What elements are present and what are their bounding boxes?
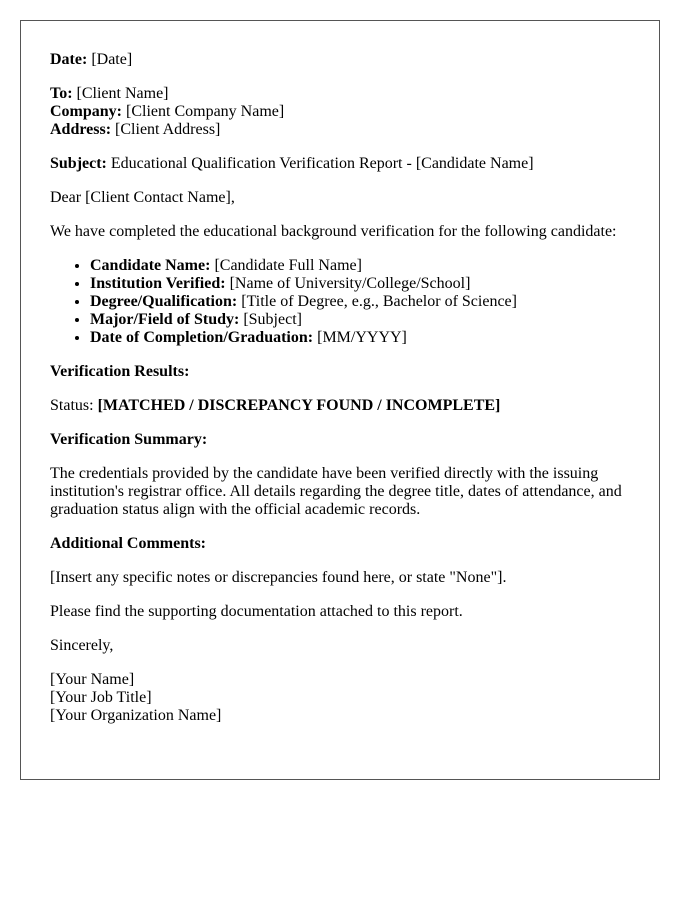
to-value: [Client Name] [72,85,169,102]
signature-title: [Your Job Title] [50,689,152,706]
comments-heading [50,535,640,553]
signature-block [50,671,640,725]
date-line [50,51,640,69]
attachment-note: Please find the supporting documentation attached to this report. [50,603,463,620]
list-item [90,257,640,275]
list-item [90,311,640,329]
closing: Sincerely, [50,637,114,654]
detail-label: Candidate Name: [90,257,211,274]
detail-value: [Title of Degree, e.g., Bachelor of Science] [237,293,517,310]
summary-text: The credentials provided by the candidate have been verified directly with the issuing institution's registrar office. All details regarding the degree title, dates of attendance, and graduation status align with the official academic records. [50,465,622,518]
detail-value: [Name of University/College/School] [225,275,471,292]
letter-page [20,20,660,780]
comments-text: [Insert any specific notes or discrepancies found here, or state "None"]. [50,569,507,586]
list-item [90,293,640,311]
date-block [50,51,640,69]
to-label: To: [50,85,73,102]
status-label: Status: [50,397,98,414]
subject-label: Subject: [50,155,107,172]
results-heading-text: Verification Results: [50,363,190,380]
subject-line [50,155,640,173]
detail-label: Major/Field of Study: [90,311,240,328]
company-line [50,103,640,121]
letter-content [50,51,640,725]
summary-heading [50,431,640,449]
address-line [50,121,640,139]
list-item [90,275,640,293]
detail-label: Institution Verified: [90,275,226,292]
detail-label: Degree/Qualification: [90,293,238,310]
signature-name: [Your Name] [50,671,135,688]
date-label: Date: [50,51,88,68]
comments-heading-text: Additional Comments: [50,535,207,552]
signature-org: [Your Organization Name] [50,707,222,724]
to-line [50,85,640,103]
detail-label: Date of Completion/Graduation: [90,329,314,346]
intro-text: We have completed the educational background verification for the following candidate: [50,223,617,240]
address-label: Address: [50,121,112,138]
salutation: Dear [Client Contact Name], [50,189,235,206]
results-heading [50,363,640,381]
address-value: [Client Address] [111,121,221,138]
candidate-details-list [50,257,640,347]
recipient-block [50,85,640,139]
company-value: [Client Company Name] [122,103,285,120]
detail-value: [Subject] [239,311,302,328]
company-label: Company: [50,103,123,120]
list-item [90,329,640,347]
detail-value: [Candidate Full Name] [210,257,362,274]
detail-value: [MM/YYYY] [313,329,407,346]
date-value: [Date] [87,51,133,68]
subject-block [50,155,640,173]
status-line [50,397,640,415]
status-value: [MATCHED / DISCREPANCY FOUND / INCOMPLETE] [97,397,501,414]
subject-value: Educational Qualification Verification Report - [Candidate Name] [106,155,534,172]
summary-heading-text: Verification Summary: [50,431,208,448]
